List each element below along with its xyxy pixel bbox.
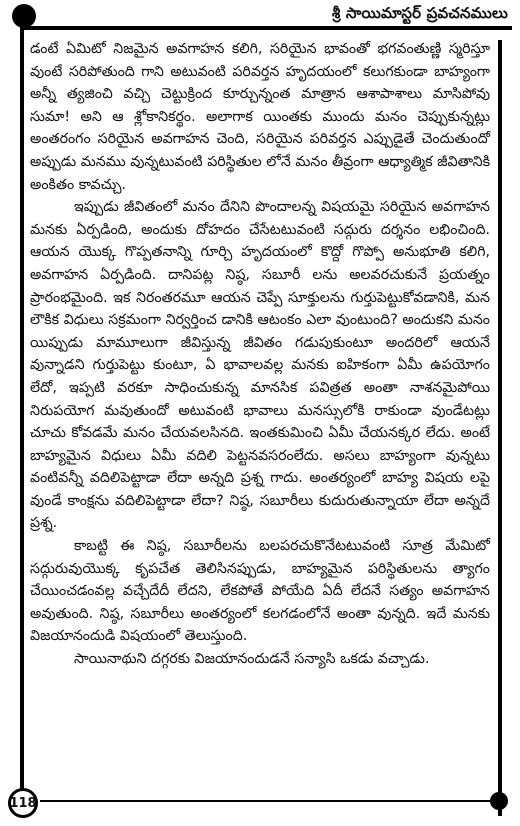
- footer-dot-ornament: [490, 792, 508, 810]
- header-dot-ornament: [12, 4, 36, 28]
- footer-rule: [40, 800, 498, 802]
- right-border-rule: [498, 40, 502, 816]
- paragraph-1: డంటే ఏమిటో నిజమైన అవగాహన కలిగి, సరియైన భావంతో భగవంతుణ్ణి స్మరిస్తూ వుంటే సరిపోతుంది గాని అటువంటి పరివర్తన హృదయంలో కలుగకుండా బాహ్యంగా అన్నీ త్యజించి వచ్చి చెట్టుక్రింద కూర్చున్నంత మాత్రాన ఆశాపాశాలు మాసిపోవు సుమా! అని ఆ శ్లోకానికర్థం. అలాగాక యింతకు ముందు మనం చెప్పుకున్నట్లు అంతరంగం సరియైన అవగాహన చెంది, సరియైన పరివర్తన ఎప్పుడైతే చెందుతుందో అప్పుడు మనము వున్నటువంటి పరిస్థితుల లోనే మనం తీవ్రంగా ఆధ్యాత్మిక జీవితానికి అంకితం కావచ్చు.: [30, 41, 490, 193]
- running-header-title: శ్రీ సాయిమాస్టర్ ప్రవచనములు: [331, 4, 508, 22]
- body-text: [30, 38, 490, 671]
- header-rule: [24, 26, 512, 30]
- paragraph-3: కాబట్టి ఈ నిష్ఠ, సబూరీలను బలపరచుకొనేటటువంటి సూత్ర మేమిటో సద్గురువుయొక్క కృపచేత తెలిసినప్పుడు, బాహ్యమైన పరిస్థితులను త్యాగం చేయించడంవల్ల వచ్చేదేదీ లేదని, లేకపోతే పోయేది ఏదీ లేదనే సత్యం అవగాహన అవుతుంది. నిష్ఠ, సబూరీలు అంతర్యంలో కలగడంలోనే అంతా వున్నది. ఇదే మనకు విజయానందుడి విషయంలో తెలుస్తుంది.: [30, 538, 490, 645]
- paragraph-4: సాయినాథుని దగ్గరకు విజయానందుడనే సన్యాసి ఒకడు వచ్చాడు.: [74, 651, 430, 668]
- page-number-badge: 118: [8, 788, 38, 818]
- paragraph-2: ఇప్పుడు జీవితంలో మనం దేనిని పొందాలన్న విషయమై సరియైన అవగాహన మనకు ఏర్పడింది, అందుకు దోహదం చేసేటటువంటి సద్గురు దర్శనం లభించింది. ఆయన యొక్క గొప్పతనాన్ని గూర్చి హృదయంలో కొద్దో గొప్పో అనుభూతి కలిగి, అవగాహన ఏర్పడింది. దానిపట్ల నిష్ఠ, సబూరీ లను అలవరచుకునే ప్రయత్నం ప్రారంభమైంది. ఇక నిరంతరమూ ఆయన చెప్పే సూక్తులను గుర్తుపెట్టుకోవడానికి, మన లౌకిక విధులు సక్రమంగా నిర్వర్తించ డానికి ఆటంకం ఎలా వుంటుంది? అందుకని మనం యిప్పుడు మామూలుగా జీవిస్తున్న జీవితం గడుపుకుంటూ అందరిలో ఆయనే వున్నాడని గుర్తుపెట్టు కుంటూ, ఏ భావాలవల్ల మనకు ఐహికంగా ఏమీ ఉపయోగం లేదో, ఇప్పటి వరకూ సాధించుకున్న మానసిక పవిత్రత అంతా నాశనమైపోయి నిరుపయోగ మవుతుందో అటువంటి భావాలు మనస్సులోకి రాకుండా వుండేటట్లు చూచు కోవడమే మనం చేయవలసినది. ఇంతకుమించి ఏమీ చేయనక్కర లేదు. అంటే బాహ్యమైన విధులు ఏమీ వదిలి పెట్టనవసరంలేదు. అసలు బాహ్యంగా వున్నటు వంటివన్నీ వదిలిపెట్టాడా లేదా అన్నది ప్రశ్న గాదు. అంతర్యంలో బాహ్య విషయ లపై వుండే కాంక్షను వదిలిపెట్టాడా లేదా? నిష్ఠ, సబూరీలు కుదురుతున్నాయా లేదా అన్నదే ప్రశ్న.: [30, 199, 490, 532]
- left-border-rule: [20, 26, 24, 794]
